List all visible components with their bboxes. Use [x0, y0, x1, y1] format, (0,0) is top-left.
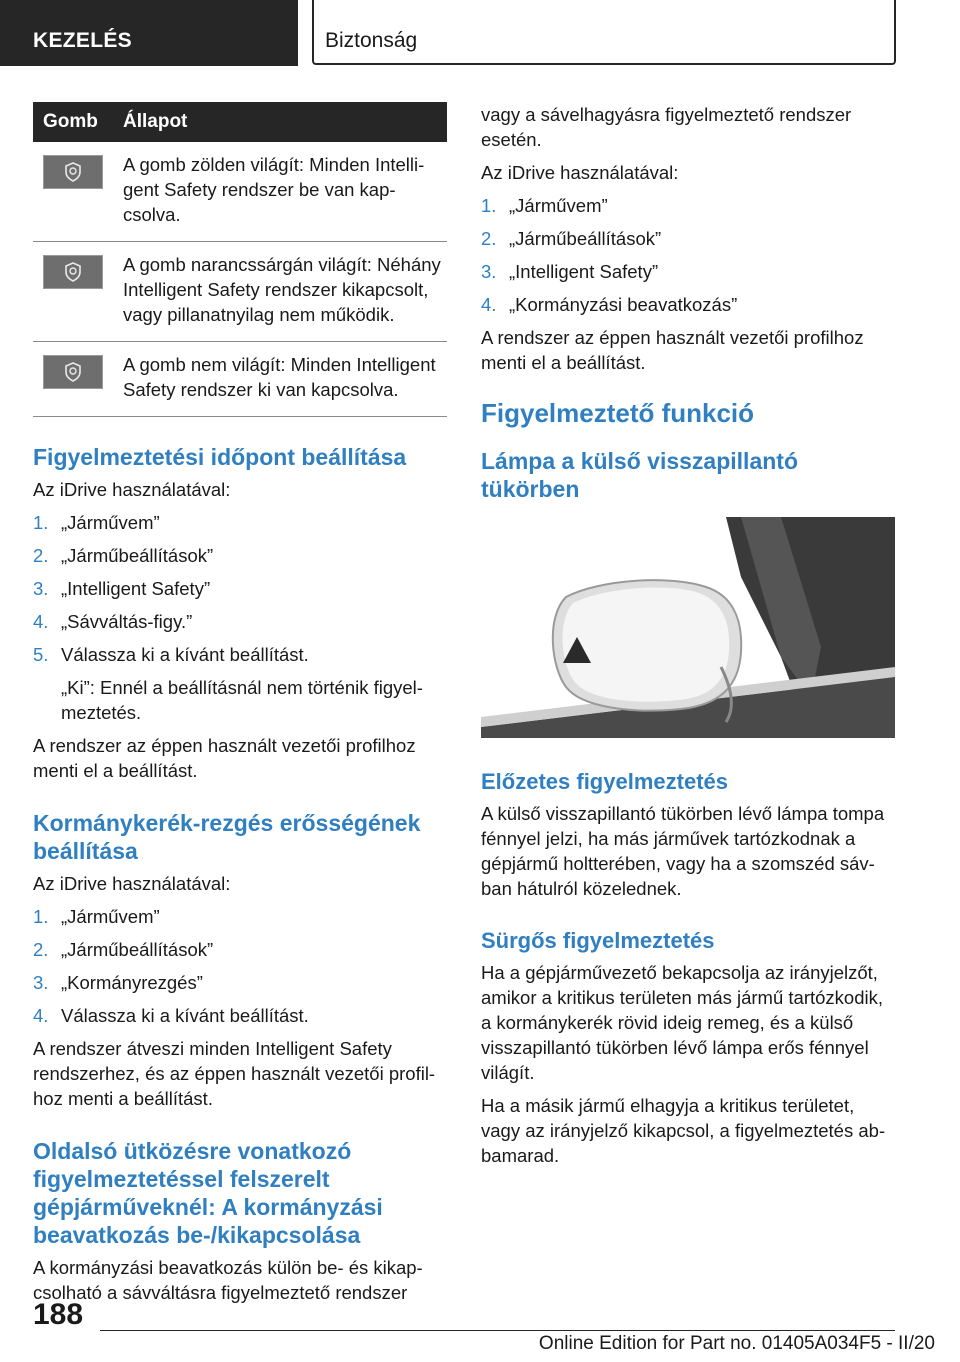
- list-item: 1. „Járművem”: [33, 906, 160, 927]
- list-item: 2. „Járműbeállítások”: [33, 545, 214, 566]
- paragraph: Ha a másik jármű elhagyja a kritikus területet, vagy az irányjelző kikapcsol, a figyelmeztetés ab-bamarad.: [481, 1095, 886, 1166]
- button-state-table: [33, 102, 447, 417]
- paragraph: Az iDrive használatával:: [33, 873, 231, 894]
- table-row: [33, 342, 447, 417]
- page-header: [0, 0, 960, 66]
- section-heading: Előzetes figyelmeztetés: [481, 769, 728, 794]
- subsection-tab: [312, 0, 896, 65]
- list-item: 4. „Sávváltás-figy.”: [33, 611, 193, 632]
- paragraph: Ha a gépjárművezető bekapcsolja az irányjelzőt, amikor a kritikus területen más jármű tartózkodik, a kormánykerék rövid ideig remeg, és a külső visszapillantó tükörben lévő lámpa erős fénnyel világít.: [481, 962, 883, 1083]
- safety-button-icon: [43, 255, 103, 289]
- section-heading: Sürgős figyelmeztetés: [481, 928, 715, 953]
- right-column: [481, 102, 895, 1168]
- section-title: KEZELÉS: [33, 29, 132, 52]
- left-column: [33, 102, 447, 1305]
- list-item: 3. „Kormányrezgés”: [33, 972, 203, 993]
- paragraph: Az iDrive használatával:: [33, 479, 231, 500]
- safety-button-icon: [43, 355, 103, 389]
- section-tab: [0, 0, 298, 66]
- list-item: 4. „Kormányzási beavatkozás”: [481, 294, 738, 315]
- list-item: 2. „Járműbeállítások”: [33, 939, 214, 960]
- edition-text: Online Edition for Part no. 01405A034F5 - II/20: [538, 1333, 935, 1354]
- page-number: 188: [33, 1298, 84, 1331]
- table-header-button: Gomb: [33, 102, 113, 142]
- footer-divider: [100, 1330, 895, 1331]
- safety-button-icon: [43, 155, 103, 189]
- steps-list: [33, 904, 447, 1028]
- chapter-heading: Figyelmeztető funkció: [481, 398, 755, 428]
- section-heading: Kormánykerék-rezgés erősségének beállítása: [33, 810, 421, 864]
- list-item: 1. „Járművem”: [33, 512, 160, 533]
- paragraph: A rendszer az éppen használt vezetői profilhoz menti el a beállítást.: [481, 327, 864, 373]
- list-item: 3. „Intelligent Safety”: [481, 261, 659, 282]
- mirror-illustration: [481, 517, 895, 738]
- list-item: 3. „Intelligent Safety”: [33, 578, 211, 599]
- step-note: „Ki”: Ennél a beállításnál nem történik figyel-meztetés.: [61, 677, 423, 723]
- list-item: 1. „Járművem”: [481, 195, 608, 216]
- section-heading: Lámpa a külső visszapillantó tükörben: [481, 448, 798, 502]
- table-header-state: Állapot: [113, 102, 447, 142]
- subsection-title: Biztonság: [325, 29, 418, 52]
- paragraph: Az iDrive használatával:: [481, 162, 679, 183]
- steps-list: [33, 510, 447, 667]
- paragraph: A kormányzási beavatkozás külön be- és kikap-csolható a sávváltásra figyelmeztető rendszer: [33, 1257, 423, 1303]
- table-cell-state: A gomb nem világít: Minden Intelligent Safety rendszer ki van kapcsolva.: [113, 342, 447, 417]
- section-heading: Figyelmeztetési időpont beállítása: [33, 444, 407, 470]
- paragraph: vagy a sávelhagyásra figyelmeztető rendszer esetén.: [481, 104, 852, 150]
- table-cell-state: A gomb narancssárgán világít: Néhány Intelligent Safety rendszer kikapcsolt, vagy pillanatnyilag nem működik.: [113, 242, 447, 342]
- list-item: 2. „Járműbeállítások”: [481, 228, 662, 249]
- table-row: [33, 142, 447, 242]
- table-cell-state: A gomb zölden világít: Minden Intelli-gent Safety rendszer be van kap-csolva.: [113, 142, 447, 242]
- paragraph: A rendszer az éppen használt vezetői profilhoz menti el a beállítást.: [33, 735, 416, 781]
- list-item: 5. Válassza ki a kívánt beállítást.: [33, 644, 309, 665]
- paragraph: A külső visszapillantó tükörben lévő lámpa tompa fénnyel jelzi, ha más járművek tartózkodnak a gépjármű holtterében, vagy ha a szomszéd sáv-ban hátulról közelednek.: [481, 803, 885, 899]
- steps-list: [481, 193, 895, 317]
- list-item: 4. Válassza ki a kívánt beállítást.: [33, 1005, 309, 1026]
- section-heading: Oldalsó ütközésre vonatkozó figyelmeztetéssel felszerelt gépjárműveknél: A kormányzási beavatkozás be-/kikapcsolása: [33, 1138, 383, 1248]
- table-row: [33, 242, 447, 342]
- paragraph: A rendszer átveszi minden Intelligent Safety rendszerhez, és az éppen használt vezetői profil-hoz menti a beállítást.: [33, 1038, 436, 1109]
